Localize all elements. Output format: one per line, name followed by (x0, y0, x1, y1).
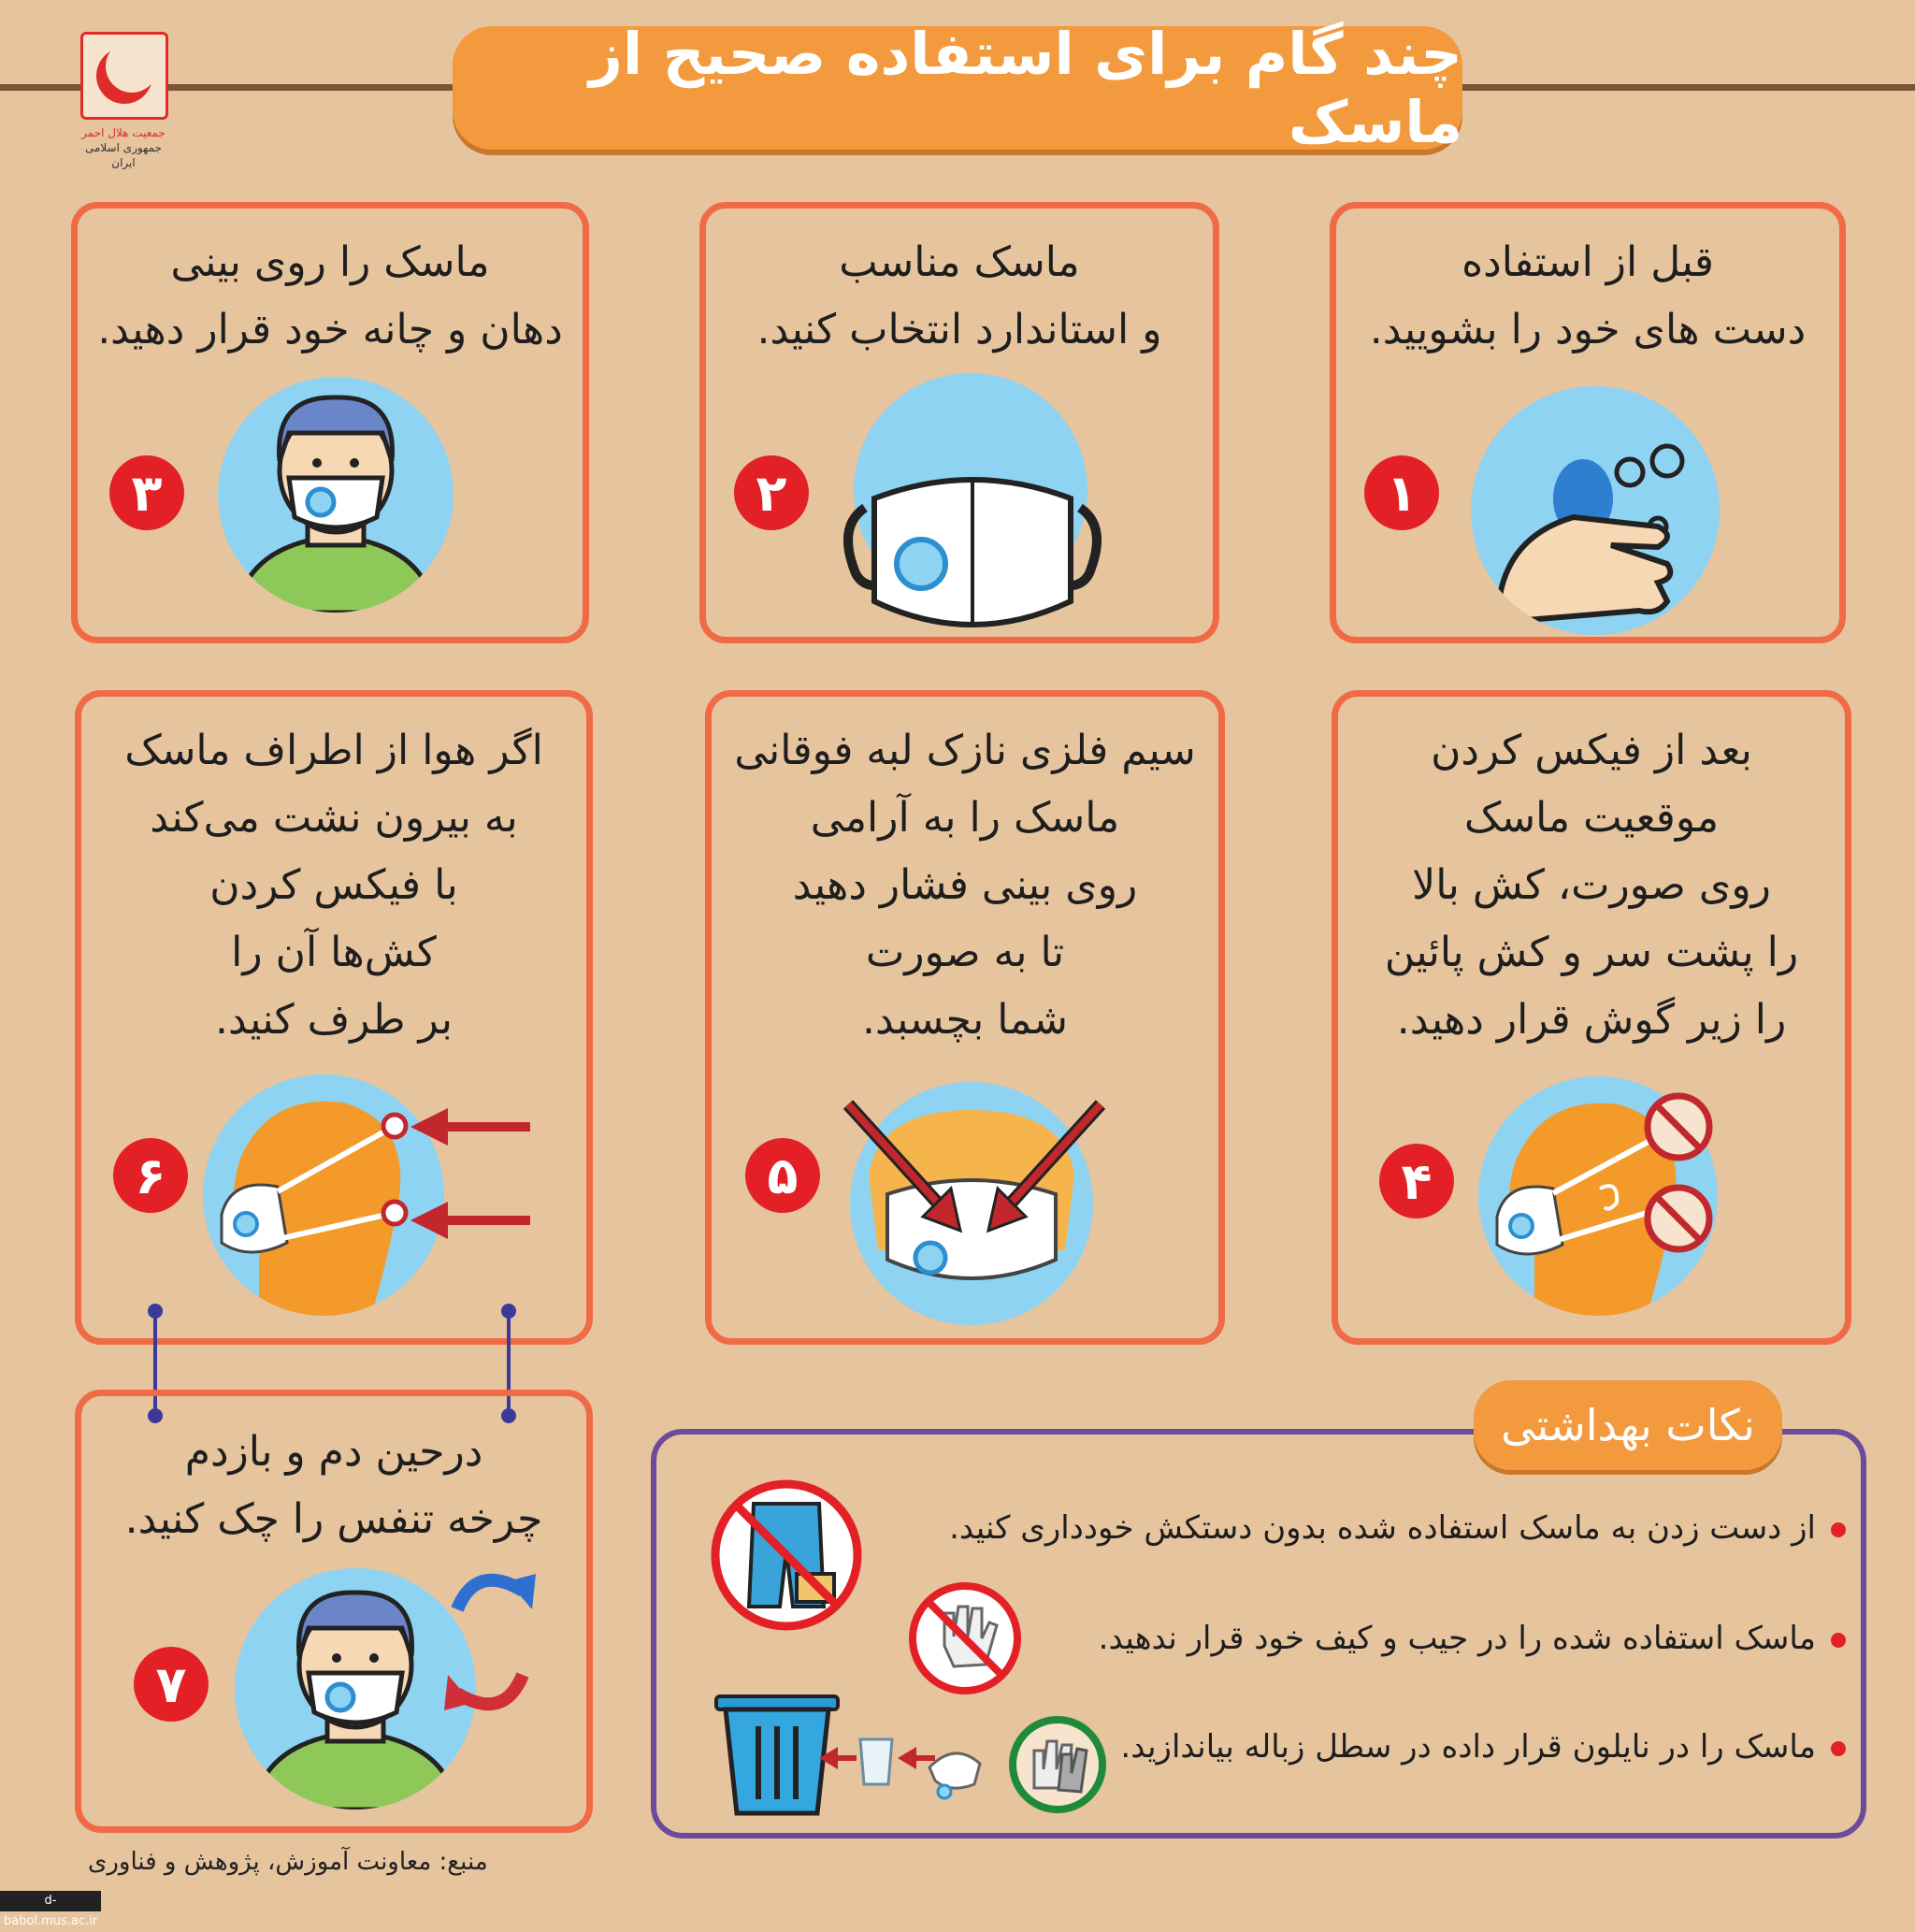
source-credit: منبع: معاونت آموزش، پژوهش و فناوری (88, 1848, 488, 1876)
step-4-line-4: را پشت سر و کش پائین (1384, 929, 1799, 976)
step-6-line-3: با فیکس کردن (209, 861, 458, 909)
tip-2-text: ماسک استفاده شده را در جیب و کیف خود قرار ندهید. (1098, 1620, 1816, 1657)
bullet-dot (1831, 1633, 1846, 1648)
step-card-3 (71, 202, 589, 643)
step-card-7 (75, 1390, 593, 1833)
step-card-5 (705, 690, 1225, 1345)
tip-3-text: ماسک را در نایلون قرار داده در سطل زباله بیاندازید. (1120, 1728, 1816, 1766)
step-2-line-2: و استاندارد انتخاب کنید. (756, 306, 1162, 353)
arrow-icon (410, 1108, 532, 1239)
tip-item (1120, 1728, 1846, 1766)
step-number-5: ۵ (745, 1138, 820, 1213)
website-credit: d-babol.mus.ac.ir (0, 1891, 101, 1911)
title-banner (453, 20, 1462, 156)
header-line-left (0, 84, 453, 91)
step-2-line-1: ماسک مناسب (839, 238, 1080, 286)
tips-heading: نکات بهداشتی (1474, 1380, 1782, 1470)
breathing-cycle-icon (439, 1563, 541, 1722)
step-6-line-4: کش‌ها آن را (231, 929, 437, 976)
step-6-line-1: اگر هوا از اطراف ماسک (124, 727, 543, 774)
step-number-7: ۷ (134, 1647, 209, 1722)
step-5-line-2: ماسک را به آرامی (810, 794, 1120, 842)
header-line-right (1462, 84, 1915, 91)
step-5-line-4: تا به صورت (865, 929, 1065, 976)
step-6-line-5: بر طرف کنید. (215, 996, 453, 1044)
step-number-3: ۳ (109, 455, 184, 530)
step-1-line-2: دست های خود را بشویید. (1369, 306, 1807, 353)
step-number-2: ۲ (734, 455, 809, 530)
no-pocket-icon (707, 1476, 866, 1635)
person-mask-icon (218, 377, 454, 613)
step-card-2 (699, 202, 1219, 643)
step-3-line-2: دهان و چانه خود قرار دهید. (97, 306, 563, 353)
step-4-line-2: موقعیت ماسک (1463, 794, 1720, 842)
step-5-line-1: سیم فلزی نازک لبه فوقانی (734, 727, 1196, 774)
step-number-1: ۱ (1364, 455, 1439, 530)
head-mask-straps-icon (203, 1074, 444, 1316)
step-4-line-5: را زیر گوش قرار دهید. (1396, 996, 1787, 1044)
bullet-dot (1831, 1741, 1846, 1756)
hand-washing-icon (1471, 386, 1720, 635)
page-title: چند گام برای استفاده صحیح از ماسک (589, 20, 1462, 156)
step-5-line-3: روی بینی فشار دهید (792, 861, 1138, 909)
tip-item (1099, 1620, 1846, 1657)
step-card-6 (75, 690, 593, 1345)
no-sign-icon (1641, 1089, 1716, 1164)
tip-item (949, 1509, 1846, 1547)
face-mask-icon (922, 1736, 987, 1801)
step-6-line-2: به بیرون نشت می‌کند (150, 794, 518, 842)
step-5-line-5: شما بچسبد. (862, 996, 1068, 1044)
step-4-line-3: روی صورت، کش بالا (1412, 861, 1771, 909)
step-3-line-1: ماسک را روی بینی (170, 238, 490, 286)
no-hand-touch-icon (907, 1580, 1023, 1696)
logo-line2: جمهوری اسلامی ایران (84, 141, 163, 169)
step-number-6: ۶ (113, 1138, 188, 1213)
red-crescent-logo (80, 32, 166, 172)
face-mask-icon (837, 470, 1108, 639)
step-card-1 (1330, 202, 1846, 643)
no-sign-icon (1641, 1181, 1716, 1256)
step-card-4 (1332, 690, 1851, 1345)
tip-1-text: از دست زدن به ماسک استفاده شده بدون دستکش خودداری کنید. (949, 1509, 1816, 1547)
red-crescent-logo-icon (80, 32, 168, 120)
bullet-dot (1831, 1522, 1846, 1537)
plastic-bag-icon (855, 1726, 898, 1786)
logo-line1: جمعیت هلال احمر (81, 126, 166, 139)
gloves-icon (1006, 1713, 1109, 1816)
step-7-line-1: درحین دم و بازدم (184, 1428, 483, 1476)
step-4-line-1: بعد از فیکس کردن (1431, 727, 1752, 774)
step-1-line-1: قبل از استفاده (1461, 238, 1714, 286)
arrow-icon (839, 1095, 1110, 1263)
step-7-line-2: چرخه تنفس را چک کنید. (124, 1495, 543, 1543)
step-number-4: ۴ (1379, 1144, 1454, 1218)
